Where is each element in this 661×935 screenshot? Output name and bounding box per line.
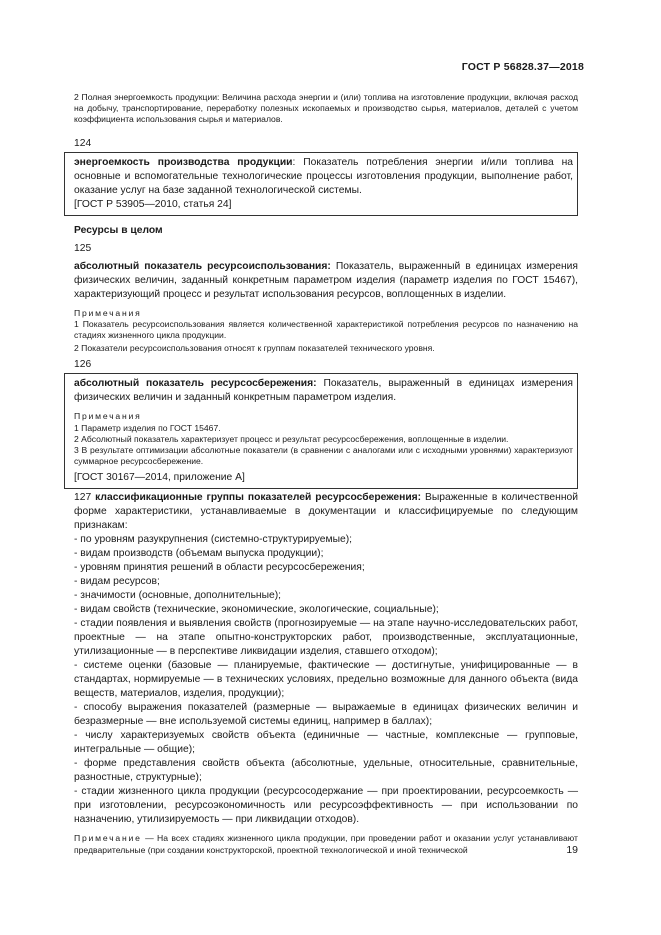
notes-title-126: Примечания xyxy=(74,411,142,422)
term-126: абсолютный показатель ресурсосбережения: xyxy=(74,378,317,390)
list-item: - системе оценки (базовые — планируемые, фактические — достигнутые, унифицированные — в стандартах, нормируемые — в технических условиях, предельно возможные для данного объекта (вида веществ, материалов, изделия, продукции); xyxy=(74,660,578,700)
final-note-text: — На всех стадиях жизненного цикла продукции, при проведении работ и оказании услуг устанавливают предварительные (при создании конструкторской, проектной технологической и иной технической xyxy=(74,833,578,855)
definition-125: Показатель, выраженный в единицах измерения физических величин, заданный конкретным параметром изделия (параметр изделия по ГОСТ 15467), характеризующий процесс и результат использования ресурсов, воплощенных в изделии. xyxy=(74,260,578,300)
note-125-2: 2 Показатели ресурсоиспользования относят к группам показателей технического уровня. xyxy=(74,343,435,354)
list-item: - уровням принятия решений в области ресурсосбережения; xyxy=(74,562,365,574)
page-number: 19 xyxy=(566,844,578,856)
entry-124-box xyxy=(64,152,578,216)
list-item: - видам свойств (технические, экономические, экологические, социальные); xyxy=(74,604,439,616)
note-126-2: 2 Абсолютный показатель характеризует процесс и результат ресурсосбережения, воплощенные в изделии. xyxy=(74,433,509,444)
list-item: - форме представления свойств объекта (абсолютные, удельные, относительные, сравнительные, разностные, структурные); xyxy=(74,758,578,784)
reference-126: [ГОСТ 30167—2014, приложение А] xyxy=(74,472,245,484)
definition-124: : Показатель потребления энергии и/или топлива на основные и вспомогательные технологические процессы изготовления продукции, выполнение работ, оказание услуг на базе заданной технологической системы. xyxy=(74,156,574,196)
term-124: энергоемкость производства продукции xyxy=(74,156,293,168)
entry-124-text xyxy=(74,156,573,198)
term-127: классификационные группы показателей ресурсосбережения: xyxy=(95,492,422,504)
entry-126-text xyxy=(74,377,573,405)
entry-number-127: 127 xyxy=(74,492,92,504)
list-item: - способу выражения показателей (размерные — выражаемые в единицах физических величин и безразмерные — вне используемой системы единиц, например в баллах); xyxy=(74,702,578,728)
definition-126: Показатель, выраженный в единицах измерения физических величин и заданный конкретным параметром изделия. xyxy=(74,378,573,404)
note-125-1: 1 Показатель ресурсоиспользования является количественной характеристикой потребления ресурсов по назначению на стадиях жизненного цикла продукции. xyxy=(74,318,578,341)
list-item: - по уровням разукрупнения (системно-структурируемые); xyxy=(74,534,353,546)
list-item: - видам ресурсов; xyxy=(74,576,160,588)
list-item: - стадии жизненного цикла продукции (ресурсосодержание — при проектировании, ресурсоемкость — при изготовлении, ресурсоэкономичность или ресурсоэффективность — при использовании по назначению, утилизируемость — при ликвидации отходов). xyxy=(74,786,578,826)
reference-124: [ГОСТ Р 53905—2010, статья 24] xyxy=(74,198,232,210)
note-126-1: 1 Параметр изделия по ГОСТ 15467. xyxy=(74,422,221,433)
entry-number-124: 124 xyxy=(74,137,92,149)
section-title: Ресурсы в целом xyxy=(74,224,163,236)
final-note xyxy=(74,833,578,855)
note-126-3: 3 В результате оптимизации абсолютные показатели (в сравнении с аналогами или с исходными уровнями) характеризуют суммарное ресурсосбережение. xyxy=(74,445,573,467)
definition-127: Выраженные в количественной форме характеристики, устанавливаемые в документации и классифицируемые по следующим признакам: xyxy=(74,492,578,532)
list-item: - значимости (основные, дополнительные); xyxy=(74,590,282,602)
term-125: абсолютный показатель ресурсоиспользования: xyxy=(74,260,331,272)
entry-125-text xyxy=(74,260,578,302)
final-note-label: Примечание xyxy=(74,833,142,844)
list-item: - видам производств (объемам выпуска продукции); xyxy=(74,548,324,560)
criteria-list xyxy=(74,533,578,827)
entry-number-125: 125 xyxy=(74,242,92,254)
note-full-energy-intensity: 2 Полная энергоемкость продукции: Величина расхода энергии и (или) топлива на изготовление продукции, включая расход на добычу, транспортирование, переработку полезных ископаемых и производство сырья, материалов, деталей с учетом коэффициента использования сырья и материалов. xyxy=(74,92,578,125)
entry-number-126: 126 xyxy=(74,359,92,371)
entry-126-box xyxy=(64,373,578,489)
list-item: - числу характеризуемых свойств объекта (единичные — частные, комплексные — групповые, интегральные — общие); xyxy=(74,730,578,756)
page-content xyxy=(74,92,578,856)
entry-127-text xyxy=(74,491,578,533)
notes-title-125: Примечания xyxy=(74,307,142,318)
list-item: - стадии появления и выявления свойств (прогнозируемые — на этапе научно-исследовательских работ, проектные — на этапе опытно-конструкторских работ, производственные, эксплуатационные, утилизационные — в перспективе ликвидации изделия, ставшего отходом); xyxy=(74,618,578,658)
standard-code-header: ГОСТ Р 56828.37—2018 xyxy=(461,61,584,73)
